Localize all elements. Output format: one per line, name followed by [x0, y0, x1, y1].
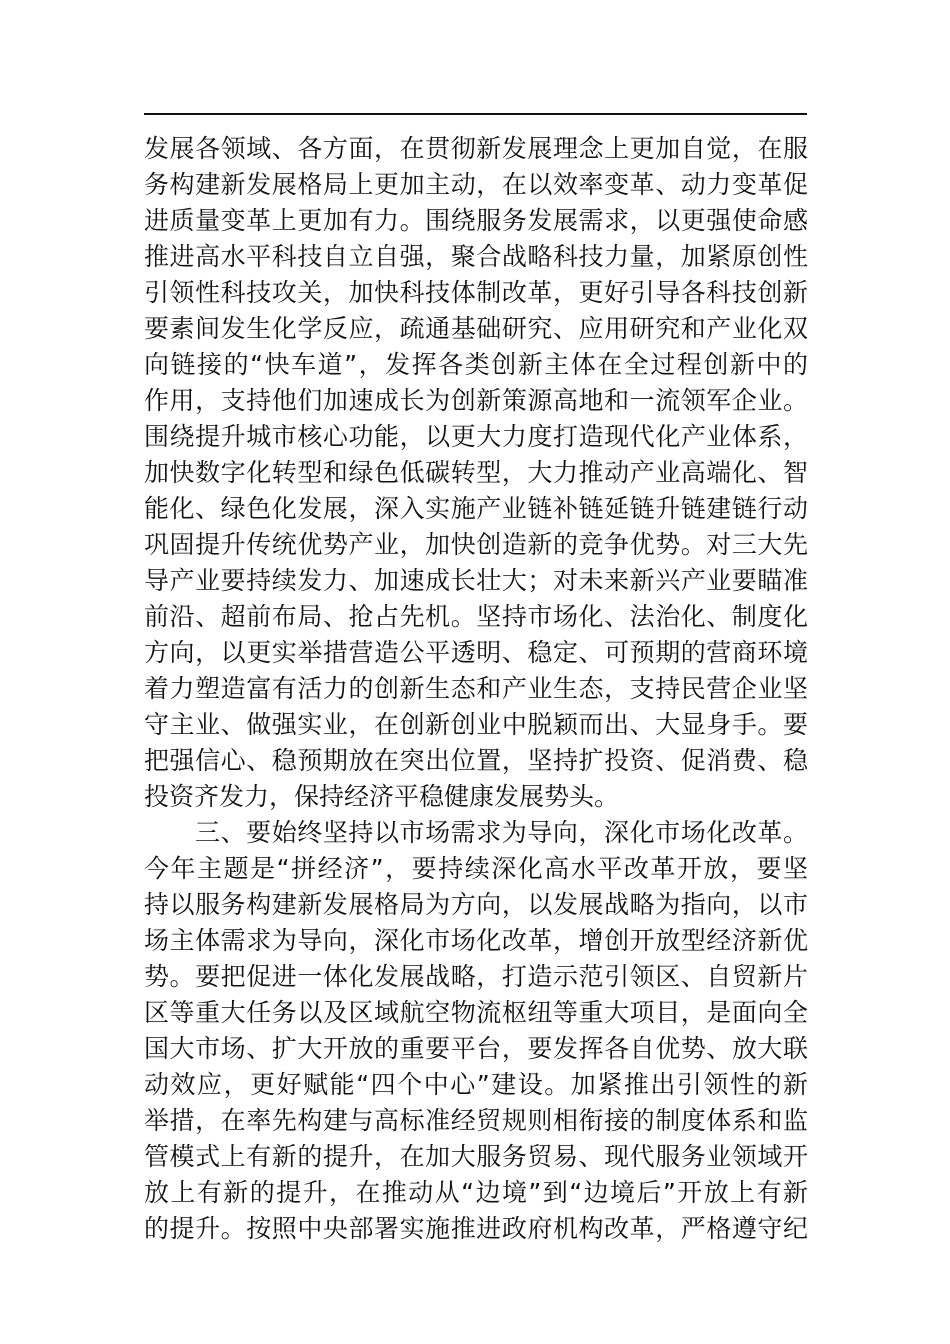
text-line: 能化、绿色化发展，深入实施产业链补链延链升链建链行动: [144, 494, 808, 523]
text-line: 加快数字化转型和绿色低碳转型，大力推动产业高端化、智: [144, 458, 808, 487]
text-line: 把强信心、稳预期放在突出位置，坚持扩投资、促消费、稳: [144, 746, 808, 775]
text-line: 进质量变革上更加有力。围绕服务发展需求，以更强使命感: [144, 206, 808, 235]
text-line: 管模式上有新的提升，在加大服务贸易、现代服务业领域开: [144, 1142, 808, 1171]
text-line: 引领性科技攻关，加快科技体制改革，更好引导各科技创新: [144, 278, 808, 307]
text-line: 今年主题是“拼经济”，要持续深化高水平改革开放，要坚: [144, 854, 808, 883]
text-line: 放上有新的提升，在推动从“边境”到“边境后”开放上有新: [144, 1178, 808, 1207]
text-line: 向链接的“快车道”，发挥各类创新主体在全过程创新中的: [144, 350, 808, 379]
text-line: 着力塑造富有活力的创新生态和产业生态，支持民营企业坚: [144, 674, 808, 703]
text-line: 国大市场、扩大开放的重要平台，要发挥各自优势、放大联: [144, 1034, 808, 1063]
text-line: 巩固提升传统优势产业，加快创造新的竞争优势。对三大先: [144, 530, 808, 559]
text-line: 围绕提升城市核心功能，以更大力度打造现代化产业体系，: [144, 422, 808, 451]
section-heading-line: 三、要始终坚持以市场需求为导向，深化市场化改革。: [195, 818, 808, 847]
text-line: 前沿、超前布局、抢占先机。坚持市场化、法治化、制度化: [144, 602, 808, 631]
text-line: 推进高水平科技自立自强，聚合战略科技力量，加紧原创性: [144, 242, 808, 271]
text-line: 区等重大任务以及区域航空物流枢纽等重大项目，是面向全: [144, 998, 808, 1027]
text-line: 方向，以更实举措营造公平透明、稳定、可预期的营商环境: [144, 638, 808, 667]
text-line: 势。要把促进一体化发展战略，打造示范引领区、自贸新片: [144, 962, 808, 991]
text-line: 举措，在率先构建与高标准经贸规则相衔接的制度体系和监: [144, 1106, 808, 1135]
text-line: 要素间发生化学反应，疏通基础研究、应用研究和产业化双: [144, 314, 808, 343]
text-line: 务构建新发展格局上更加主动，在以效率变革、动力变革促: [144, 170, 808, 199]
text-line: 作用，支持他们加速成长为创新策源高地和一流领军企业。: [144, 386, 808, 415]
text-line: 动效应，更好赋能“四个中心”建设。加紧推出引领性的新: [144, 1070, 808, 1099]
text-line: 发展各领域、各方面，在贯彻新发展理念上更加自觉，在服: [144, 134, 808, 163]
text-line: 导产业要持续发力、加速成长壮大；对未来新兴产业要瞄准: [144, 566, 808, 595]
text-line: 投资齐发力，保持经济平稳健康发展势头。: [144, 782, 620, 811]
header-rule: [144, 113, 807, 115]
text-line: 场主体需求为导向，深化市场化改革，增创开放型经济新优: [144, 926, 808, 955]
text-line: 守主业、做强实业，在创新创业中脱颖而出、大显身手。要: [144, 710, 808, 739]
text-line: 的提升。按照中央部署实施推进政府机构改革，严格遵守纪: [144, 1214, 808, 1243]
text-line: 持以服务构建新发展格局为方向，以发展战略为指向，以市: [144, 890, 808, 919]
